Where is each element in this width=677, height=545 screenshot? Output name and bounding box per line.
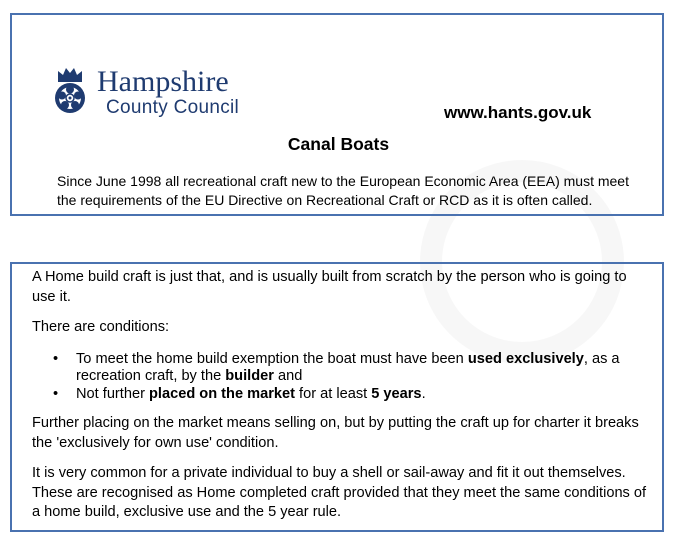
list-item: • To meet the home build exemption the boat must have been used exclusively, as a recreation craft, by the builder and [53, 351, 620, 384]
paragraph-conditions: There are conditions: [32, 319, 170, 335]
council-logo [50, 65, 250, 125]
paragraph-placing-on-market: Further placing on the market means selling on, but by putting the craft up for charter it breaks the 'exclusively for own use' condition. [32, 415, 639, 451]
website-url[interactable]: www.hants.gov.uk [444, 103, 592, 122]
logo-subtitle: County Council [106, 97, 240, 118]
bullet-icon: • [53, 386, 59, 402]
list-item: • Not further placed on the market for at least 5 years. [53, 386, 426, 402]
conditions-list [32, 351, 654, 403]
intro-text: Since June 1998 all recreational craft new to the European Economic Area (EEA) must meet the requirements of the EU Directive on Recreational Craft or RCD as it is often called. [57, 173, 629, 208]
hampshire-rose-crest-icon [50, 65, 90, 115]
paragraph-home-build: A Home build craft is just that, and is usually built from scratch by the person who is going to use it. [32, 269, 627, 305]
bullet-icon: • [53, 351, 59, 367]
page-title: Canal Boats [287, 134, 390, 154]
paragraph-home-completed: It is very common for a private individual to buy a shell or sail-away and fit it out themselves. These are recognised as Home completed craft provided that they meet the same conditions of a home build, exclusive use and the 5 year rule. [32, 465, 647, 520]
logo-name: Hampshire [97, 65, 229, 98]
